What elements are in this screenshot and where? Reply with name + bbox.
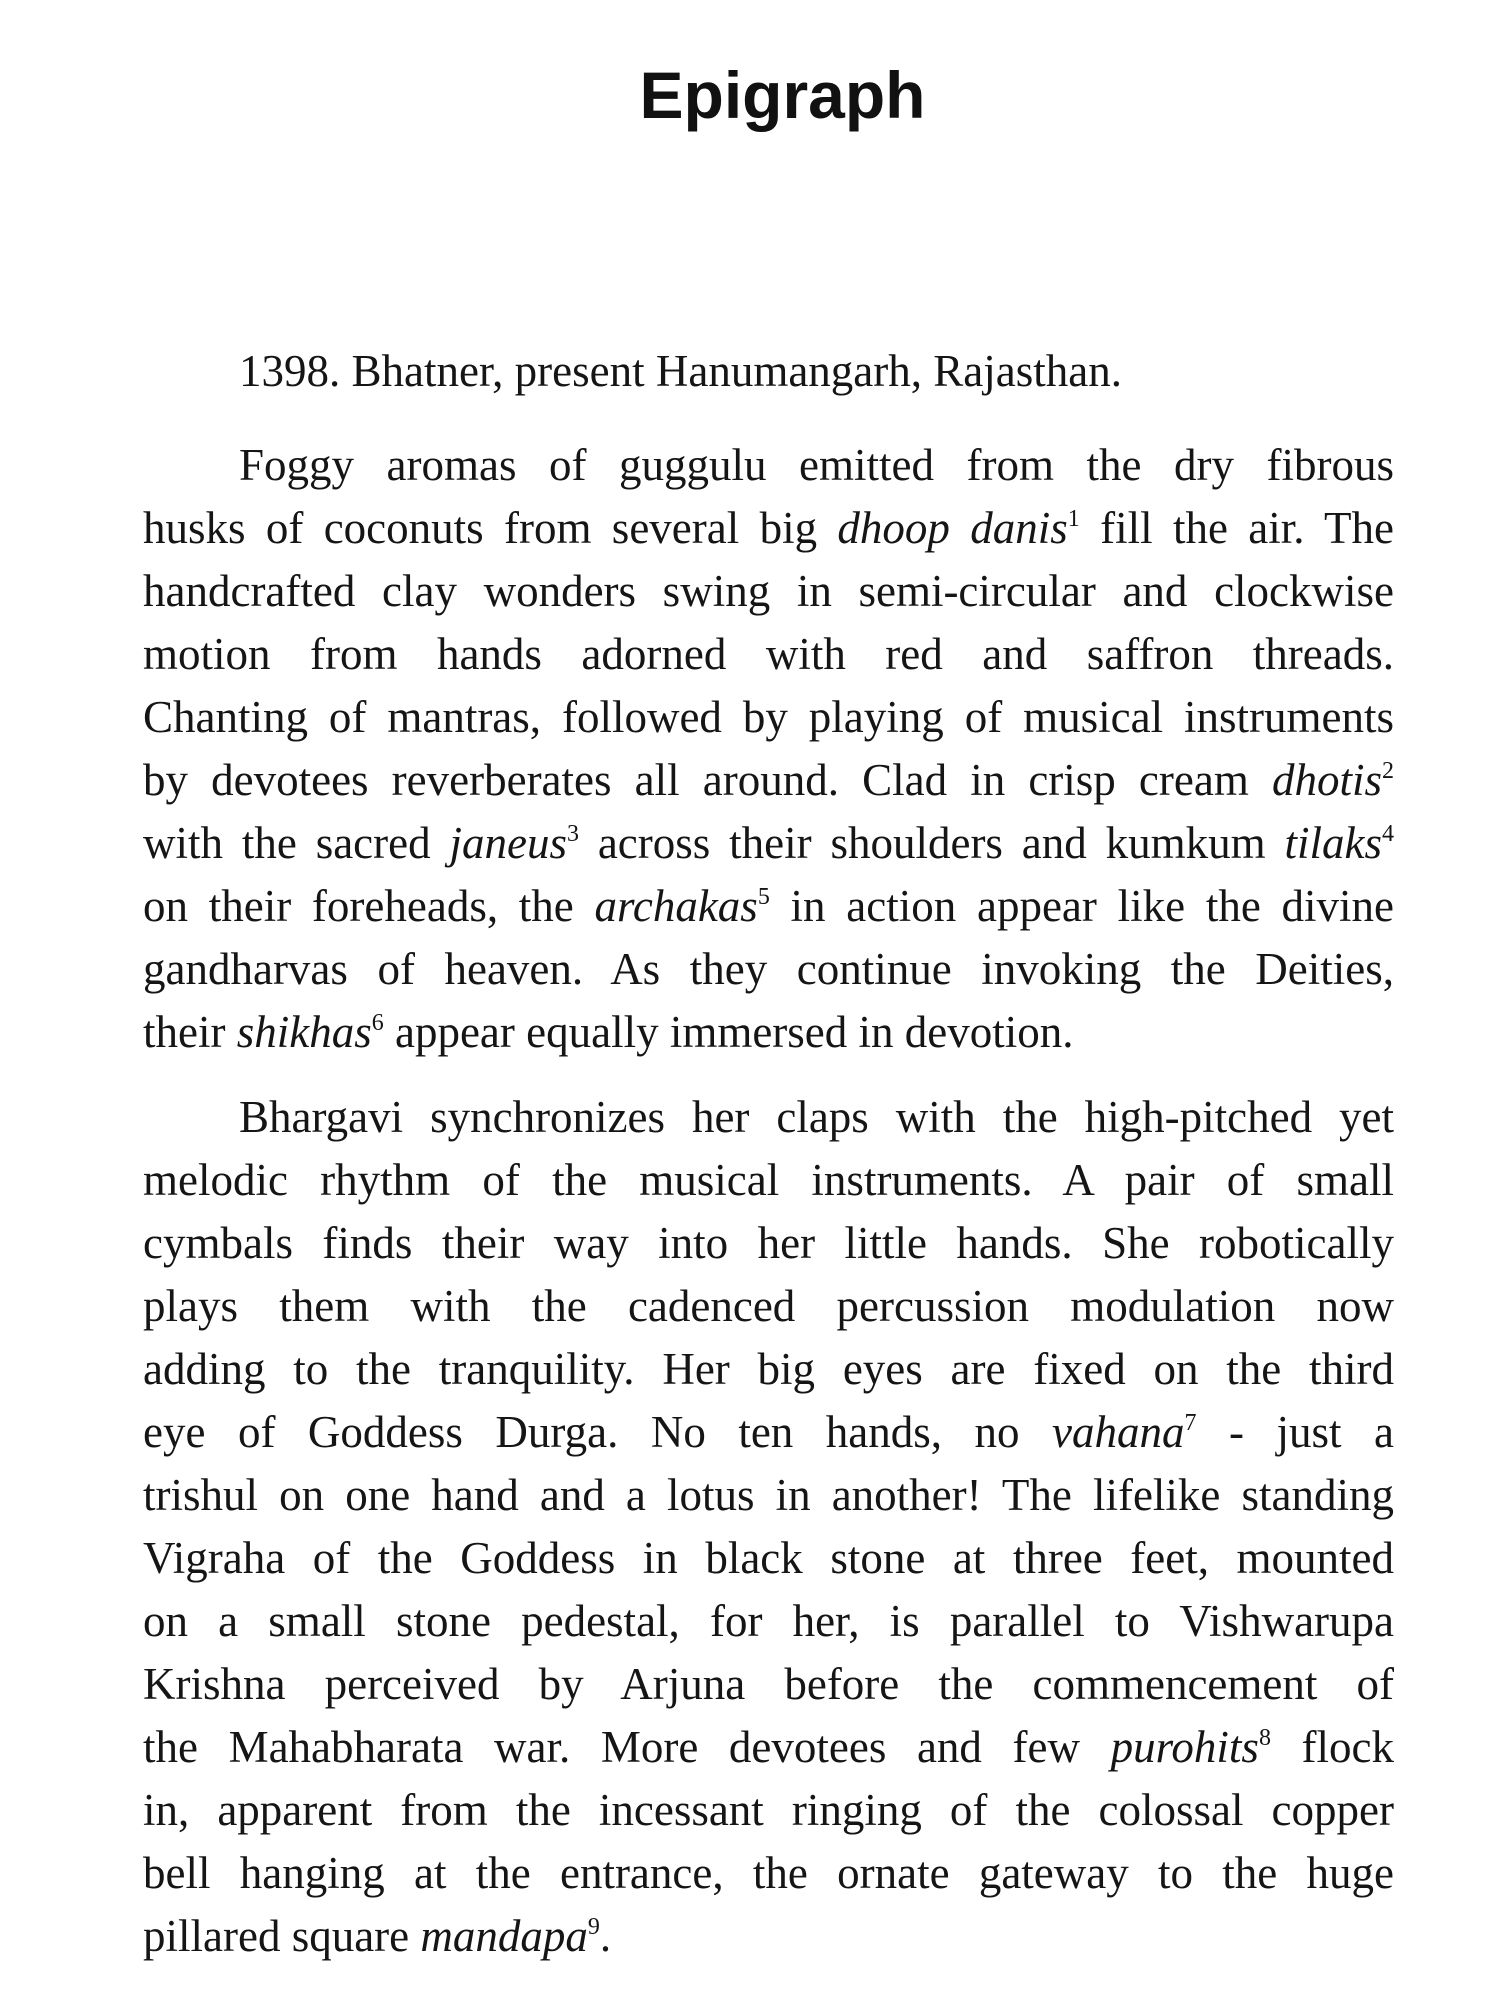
text-line: Chanting of mantras, followed by playing of musical instruments: [143, 692, 1394, 742]
text-line: Bhargavi synchronizes her claps with the high-pitched yet: [239, 1092, 1394, 1142]
italic-term: dhoop danis: [837, 503, 1068, 553]
text-line: their shikhas$^6$ appear equally immersed in devotion.: [143, 1007, 1074, 1057]
text-line: bell hanging at the entrance, the ornate gateway to the huge: [143, 1848, 1394, 1898]
text-line: Foggy aromas of guggulu emitted from the dry fibrous: [239, 440, 1394, 490]
paragraph-1: [143, 434, 1394, 1064]
footnote-marker: 2: [1382, 758, 1394, 784]
footnote-marker: 7: [1184, 1410, 1197, 1436]
paragraph-2: [143, 1086, 1394, 1968]
italic-term: shikhas: [236, 1007, 372, 1057]
text-line: Vigraha of the Goddess in black stone at three feet, mounted: [143, 1533, 1394, 1583]
footnote-marker: 3: [566, 821, 579, 847]
footnote-marker: 6: [371, 1010, 384, 1036]
text-line: pillared square mandapa$^9$.: [143, 1911, 612, 1961]
italic-term: tilaks: [1284, 818, 1382, 868]
italic-term: dhotis: [1271, 755, 1382, 805]
text-line: plays them with the cadenced percussion modulation now: [143, 1281, 1394, 1331]
italic-term: purohits: [1110, 1722, 1259, 1772]
text-line: Krishna perceived by Arjuna before the commencement of: [143, 1659, 1394, 1709]
text-line: cymbals finds their way into her little hands. She robotically: [143, 1218, 1394, 1268]
text-line: eye of Goddess Durga. No ten hands, no vahana$^7$ - just a: [143, 1407, 1394, 1457]
text-line: the Mahabharata war. More devotees and few purohits$^8$ flock: [143, 1722, 1394, 1772]
text-line: adding to the tranquility. Her big eyes are fixed on the third: [143, 1344, 1394, 1394]
text-line: motion from hands adorned with red and saffron threads.: [143, 629, 1394, 679]
footnote-marker: 5: [757, 884, 770, 910]
text-line: with the sacred janeus$^3$ across their shoulders and kumkum tilaks$^4$: [143, 818, 1394, 868]
text-line: handcrafted clay wonders swing in semi-circular and clockwise: [143, 566, 1394, 616]
text-line: husks of coconuts from several big dhoop danis$^1$ fill the air. The: [143, 503, 1394, 553]
location-date-line: 1398. Bhatner, present Hanumangarh, Rajasthan.: [239, 346, 1122, 396]
text-line: by devotees reverberates all around. Clad in crisp cream dhotis$^2$: [143, 755, 1394, 805]
italic-term: vahana: [1052, 1407, 1185, 1457]
footnote-marker: 1: [1067, 506, 1080, 532]
text-line: on a small stone pedestal, for her, is parallel to Vishwarupa: [143, 1596, 1394, 1646]
footnote-marker: 9: [587, 1914, 600, 1940]
chapter-title: Epigraph: [639, 58, 926, 132]
footnote-marker: 8: [1258, 1725, 1271, 1751]
text-line: on their foreheads, the archakas$^5$ in action appear like the divine: [143, 881, 1394, 931]
italic-term: mandapa: [420, 1911, 588, 1961]
text-line: in, apparent from the incessant ringing of the colossal copper: [143, 1785, 1394, 1835]
italic-term: janeus: [449, 818, 567, 868]
text-line: gandharvas of heaven. As they continue invoking the Deities,: [143, 944, 1394, 994]
text-line: melodic rhythm of the musical instruments. A pair of small: [143, 1155, 1394, 1205]
italic-term: archakas: [594, 881, 758, 931]
text-line: trishul on one hand and a lotus in another! The lifelike standing: [143, 1470, 1394, 1520]
footnote-marker: 4: [1382, 821, 1394, 847]
